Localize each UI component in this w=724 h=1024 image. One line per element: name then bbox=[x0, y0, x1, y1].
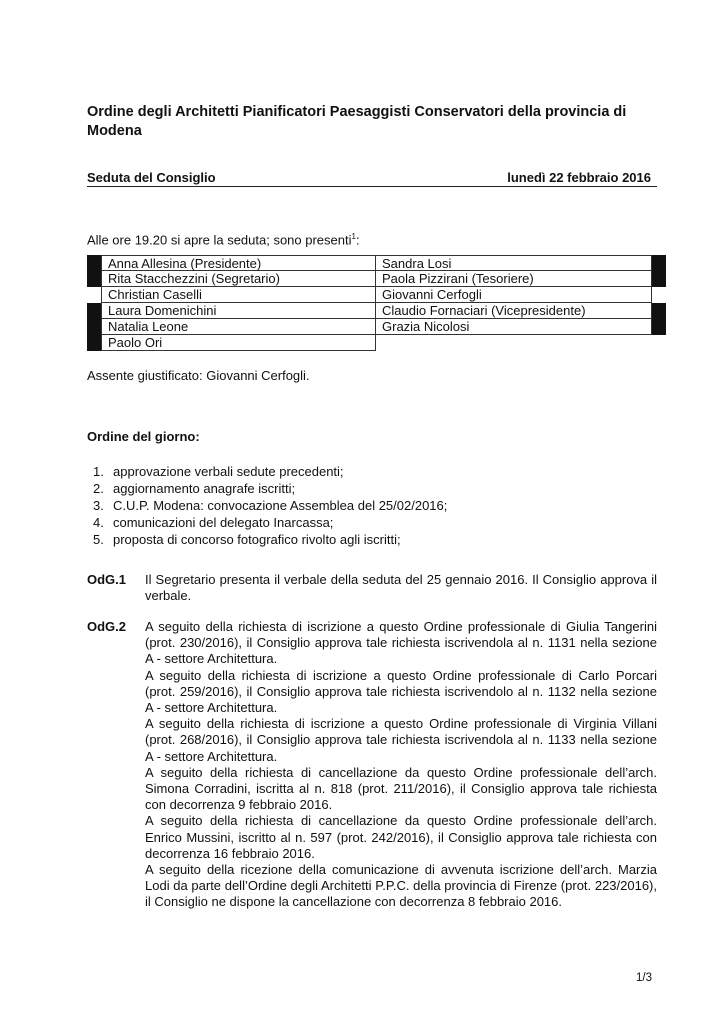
agenda-item-text: C.U.P. Modena: convocazione Assemblea del 25/02/2016; bbox=[113, 498, 448, 513]
agenda-item-text: comunicazioni del delegato Inarcassa; bbox=[113, 515, 334, 530]
presence-marker-right bbox=[652, 303, 666, 319]
odg1-text: Il Segretario presenta il verbale della seduta del 25 gennaio 2016. Il Consiglio approva il verbale. bbox=[145, 572, 657, 604]
presence-marker-left bbox=[87, 287, 101, 303]
agenda-list bbox=[87, 463, 447, 548]
presence-marker-right bbox=[652, 255, 666, 271]
odg2-paragraph: A seguito della richiesta di iscrizione a questo Ordine professionale di Carlo Porcari (prot. 259/2016), il Consiglio approva tale richiesta iscrivendolo al n. 1132 nella sezione A - settore Architettura. bbox=[145, 667, 657, 716]
agenda-item-number: 5. bbox=[93, 532, 104, 547]
agenda-item-text: approvazione verbali sedute precedenti; bbox=[113, 464, 344, 479]
agenda-item-number: 1. bbox=[93, 464, 104, 479]
attendance-row bbox=[87, 287, 667, 303]
attendance-row bbox=[87, 303, 667, 319]
member-name-right: Giovanni Cerfogli bbox=[376, 287, 652, 303]
odg2-paragraph: A seguito della richiesta di iscrizione a questo Ordine professionale di Giulia Tangerini (prot. 230/2016), il Consiglio approva tale richiesta iscrivendola al n. 1131 nella sezione A - settore Architettura. bbox=[145, 619, 657, 667]
attendance-intro bbox=[87, 232, 360, 247]
session-rule bbox=[87, 186, 657, 187]
member-name-left: Anna Allesina (Presidente) bbox=[101, 255, 376, 271]
member-name-right: Grazia Nicolosi bbox=[376, 319, 652, 335]
attendance-row bbox=[87, 271, 667, 287]
session-label: Seduta del Consiglio bbox=[87, 170, 216, 185]
odg2-body bbox=[145, 619, 657, 911]
member-name-left: Natalia Leone bbox=[101, 319, 376, 335]
agenda-item bbox=[87, 531, 447, 548]
agenda-item-text: proposta di concorso fotografico rivolto agli iscritti; bbox=[113, 532, 401, 547]
odg1-section bbox=[87, 572, 657, 604]
presence-marker-left bbox=[87, 255, 101, 271]
agenda-item-text: aggiornamento anagrafe iscritti; bbox=[113, 481, 296, 496]
agenda-item bbox=[87, 463, 447, 480]
presence-marker-left bbox=[87, 335, 101, 351]
intro-colon: : bbox=[355, 232, 360, 248]
member-name-right: Claudio Fornaciari (Vicepresidente) bbox=[376, 303, 652, 319]
attendance-row bbox=[87, 255, 667, 271]
member-name-left: Laura Domenichini bbox=[101, 303, 376, 319]
session-date: lunedì 22 febbraio 2016 bbox=[507, 170, 651, 185]
presence-marker-right bbox=[652, 319, 666, 335]
odg2-paragraph: A seguito della richiesta di cancellazione da questo Ordine professionale dell’arch. Enrico Mussini, iscritto al n. 597 (prot. 242/2016), il Consiglio approva tale richiesta con decorrenza 16 febbraio 2016. bbox=[145, 813, 657, 861]
presence-marker-left bbox=[87, 319, 101, 335]
attendance-row bbox=[87, 335, 667, 351]
member-name-right: Paola Pizzirani (Tesoriere) bbox=[376, 271, 652, 287]
absent-note: Assente giustificato: Giovanni Cerfogli. bbox=[87, 368, 310, 383]
page-number: 1/3 bbox=[636, 972, 652, 984]
odg1-label: OdG.1 bbox=[87, 572, 127, 587]
odg2-section bbox=[87, 619, 657, 911]
agenda-item bbox=[87, 497, 447, 514]
agenda-title: Ordine del giorno: bbox=[87, 429, 200, 444]
odg2-paragraph: A seguito della ricezione della comunicazione di avvenuta iscrizione dell’arch. Marzia Lodi da parte dell’Ordine degli Architetti P.P.C. della provincia di Firenze (prot. 223/2016), il Consiglio ne dispone la cancellazione con decorrenza 8 febbraio 2016. bbox=[145, 862, 657, 910]
agenda-item-number: 4. bbox=[93, 515, 104, 530]
agenda-item bbox=[87, 480, 447, 497]
agenda-item bbox=[87, 514, 447, 531]
member-name-left: Paolo Ori bbox=[101, 335, 376, 351]
odg2-paragraph: A seguito della richiesta di cancellazione da questo Ordine professionale dell’arch. Simona Corradini, iscritta al n. 818 (prot. 211/2016), il Consiglio approva tale richiesta con decorrenza 9 febbraio 2016. bbox=[145, 764, 657, 813]
presence-marker-right bbox=[652, 287, 666, 303]
document-title: Ordine degli Architetti Pianificatori Paesaggisti Conservatori della provincia di Modena bbox=[87, 104, 627, 139]
agenda-item-number: 3. bbox=[93, 498, 104, 513]
presence-marker-left bbox=[87, 271, 101, 287]
member-name-right: Sandra Losi bbox=[376, 255, 652, 271]
presence-marker-left bbox=[87, 303, 101, 319]
attendance-row bbox=[87, 319, 667, 335]
footnote-mark: 1 bbox=[351, 232, 356, 241]
member-name-left: Rita Stacchezzini (Segretario) bbox=[101, 271, 376, 287]
agenda-item-number: 2. bbox=[93, 481, 104, 496]
odg2-paragraph: A seguito della richiesta di iscrizione a questo Ordine professionale di Virginia Villani (prot. 268/2016), il Consiglio approva tale richiesta iscrivendola al n. 1133 nella sezione A - settore Architettura. bbox=[145, 716, 657, 764]
attendance-table bbox=[87, 255, 667, 351]
presence-marker-right bbox=[652, 271, 666, 287]
member-name-left: Christian Caselli bbox=[101, 287, 376, 303]
odg2-label: OdG.2 bbox=[87, 619, 127, 634]
intro-text: Alle ore 19.20 si apre la seduta; sono presenti bbox=[87, 232, 352, 248]
